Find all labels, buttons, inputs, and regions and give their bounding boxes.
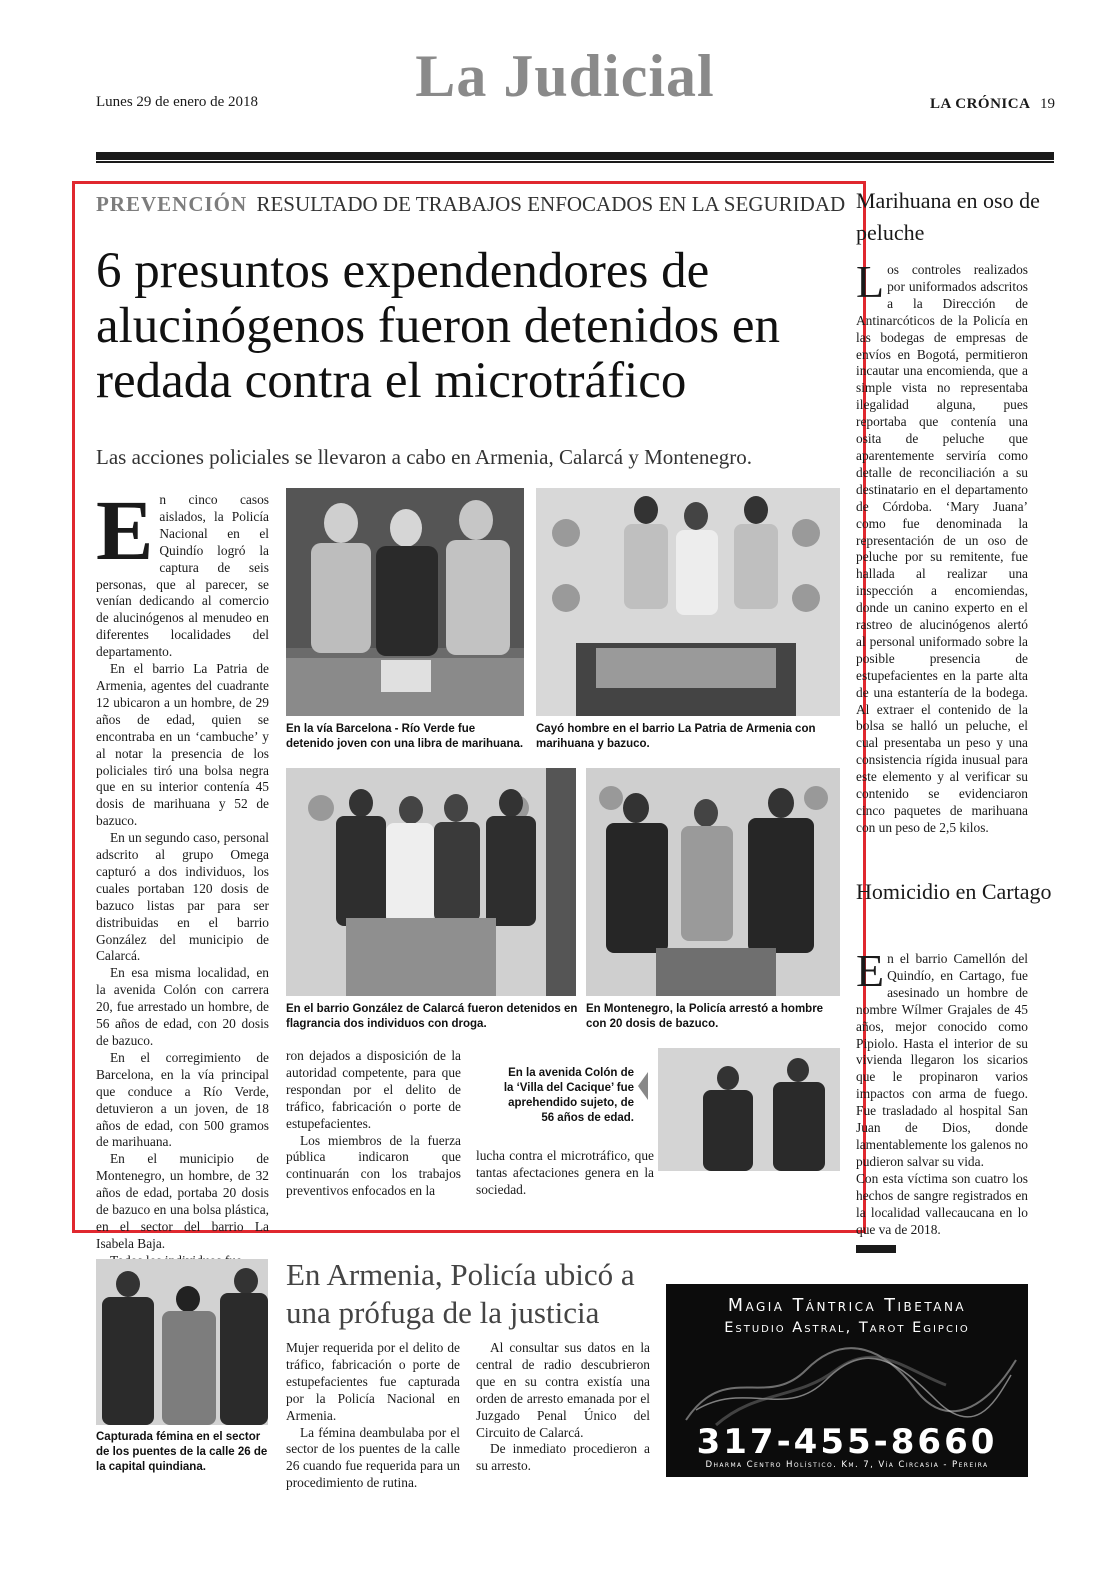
sidebar-story-body: Los controles realizados por uniformados adscritos a la Dirección de Antinarcóticos de la Policía en las bodegas de empresas de envíos en Bogotá, permitieron incautar una encomienda, que a simple vista no representaba ilegalidad alguna, pues reportaba que contenía una osita de peluche que aparentemente serviría como detalle de reconciliación a su destinatario en el departamento de Córdoba. ‘Mary Juana’ como fue denominada la representación de un oso de peluche por su remitente, fue hallada al realizar una inspección a encomiendas, donde un canino experto en el rastreo de alucinógenos alertó al personal uniformado sobre la posible presencia de estupefacientes en la parte alta de una estantería de la bodega. Al extraer el contenido de la bolsa se halló un peluche, el cual presentaba un peso y una consistencia rígida inusual para este elemento y al verificar su contenido se evidenciaron cinco paquetes de marihuana con un peso de 2,5 kilos. — [856, 256, 1028, 835]
bottom-article-column-1 — [286, 1340, 460, 1492]
article-paragraph: La fémina deambulaba por el sector de los puentes de la calle 26 cuando fue requerida para un procedimiento de rutina. — [286, 1424, 460, 1491]
advertisement — [666, 1284, 1028, 1477]
photo-avenida-colon-arrest — [658, 1048, 840, 1171]
sidebar-story-title: Marihuana en oso de peluche — [856, 188, 1040, 245]
section-title: La Judicial — [415, 43, 715, 109]
article-paragraph: En cinco casos aislados, la Policía Nacional en el Quindío logró la captura de seis personas, que al parecer, se venían dedicando al comercio de alucinógenos al menudeo en diferentes localidades del departamento. — [96, 482, 269, 660]
photo-la-patria-arrest — [536, 488, 840, 716]
photo-caption: Capturada fémina en el sector de los puentes de la calle 26 de la capital quindiana. — [96, 1431, 268, 1473]
photo-calarca-arrest — [286, 768, 576, 996]
photo-montenegro-arrest — [586, 768, 840, 996]
photo-fugitive-arrest — [96, 1259, 268, 1425]
article-paragraph: Mujer requerida por el delito de tráfico, fabricación o porte de estupefacientes fue capturada por la Policía Nacional en Armenia. — [286, 1340, 460, 1423]
article-paragraph: ron dejados a disposición de la autoridad competente, para que respondan por el delito de tráfico, fabricación o porte de estupefacientes. — [286, 1048, 461, 1131]
drop-cap: E — [856, 945, 885, 996]
sidebar-story-body: En el barrio Camellón del Quindío, en Cartago, fue asesinado un hombre de nombre Wílmer Grajales de 45 años, mejor conocido como Pipiolo. Hasta el interior de su vivienda llegaron los sicarios que le propinaron varios impactos con arma de fuego. Fue trasladado al hospital San Juan de Dios, donde lamentablemente los galenos no pudieron salvar su vida. Con esta víctima son cuatro los hechos de sangre registrados en la localidad vallecaucana en lo que va de 2018. — [856, 945, 1028, 1237]
photo-caption: En Montenegro, la Policía arrestó a hombre con 20 dosis de bazuco. — [586, 1003, 824, 1030]
photo-caption: En el barrio González de Calarcá fueron detenidos en flagrancia dos individuos con droga. — [286, 1003, 578, 1030]
caption-pointer-icon — [638, 1072, 648, 1100]
ad-address: Dharma Centro Holístico. Km. 7, Vía Circasia - Pereira — [705, 1460, 989, 1470]
bottom-article-column-2 — [476, 1340, 650, 1475]
article-deck: Las acciones policiales se llevaron a cabo en Armenia, Calarcá y Montenegro. — [96, 445, 752, 469]
ad-subheadline: Estudio Astral, Tarot Egipcio — [724, 1320, 970, 1336]
ad-headline: Magia Tántrica Tibetana — [727, 1296, 967, 1316]
photo-caption: En la vía Barcelona - Río Verde fue detenido joven con una libra de marihuana. — [286, 723, 524, 750]
photo-barcelona-arrest — [286, 488, 524, 716]
article-paragraph: lucha contra el microtráfico, que tantas afectaciones genera en la sociedad. — [476, 1148, 654, 1197]
kicker-text: RESULTADO DE TRABAJOS ENFOCADOS EN LA SEGURIDAD — [256, 192, 846, 216]
header-rule-thin — [96, 161, 1054, 163]
photo-caption: Cayó hombre en el barrio La Patria de Armenia con marihuana y bazuco. — [536, 723, 816, 750]
article-column-1 — [96, 482, 269, 1270]
kicker-label: PREVENCIÓN — [96, 192, 248, 216]
article-paragraph: Al consultar sus datos en la central de radio descubrieron que en su contra existía una orden de arresto emanada por el Juzgado Penal Único del Circuito de Calarcá. — [476, 1340, 650, 1440]
sidebar-story-title: Homicidio en Cartago — [856, 879, 1052, 904]
article-paragraph: Los miembros de la fuerza pública indicaron que continuarán con los trabajos preventivos enfocados en la — [286, 1132, 461, 1199]
article-paragraph: En el municipio de Montenegro, un hombre, de 32 años de edad, portaba 20 dosis de bazuco en una bolsa plástica, en el sector del barrio La Isabela Baja. — [96, 1151, 269, 1251]
article-column-3 — [476, 1148, 654, 1199]
smoke-icon — [666, 1340, 1028, 1426]
article-paragraph: En un segundo caso, personal adscrito al grupo Omega capturó a dos individuos, los cuales portaban 120 dosis de bazuco listas par para ser distribuidas en el barrio González del municipio de Calarcá. — [96, 830, 269, 964]
article-paragraph: En esa misma localidad, en la avenida Colón con carrera 20, fue arrestado un hombre, de 56 años de edad, con 20 dosis de bazuco. — [96, 965, 269, 1048]
photo-caption: En la avenida Colón de la ‘Villa del Cacique’ fue aprehendido sujeto, de 56 años de edad. — [503, 1067, 634, 1124]
article-column-2 — [286, 1048, 461, 1200]
ad-phone-number: 317-455-8660 — [696, 1422, 998, 1462]
article-paragraph: En el barrio La Patria de Armenia, agentes del cuadrante 12 ubicaron a un hombre, de 29 años de edad, quien se encontraba en un ‘cambuche’ y al notar la presencia de los policiales tiró una bolsa negra que en su interior contenía 45 dosis de marihuana y 52 de bazuco. — [96, 661, 269, 829]
article-headline: 6 presuntos expendendores de alucinógenos fueron detenidos en redada contra el microtráfico — [96, 243, 781, 409]
drop-cap: E — [96, 482, 154, 578]
article-paragraph: De inmediato procedieron a su arresto. — [476, 1441, 650, 1474]
article-kicker — [96, 192, 856, 217]
issue-date: Lunes 29 de enero de 2018 — [96, 94, 259, 110]
page-number: 19 — [1040, 96, 1055, 112]
header-rule — [96, 152, 1054, 160]
drop-cap: L — [856, 256, 885, 307]
bottom-article-title: En Armenia, Policía ubicó a una prófuga de la justicia — [286, 1257, 635, 1330]
sidebar-end-rule — [856, 1245, 896, 1253]
article-paragraph: En el corregimiento de Barcelona, en la vía principal que conduce a Río Verde, detuvieron a un joven, de 18 años de edad, con 500 gramos de marihuana. — [96, 1049, 269, 1150]
newspaper-name: LA CRÓNICA — [930, 96, 1031, 112]
